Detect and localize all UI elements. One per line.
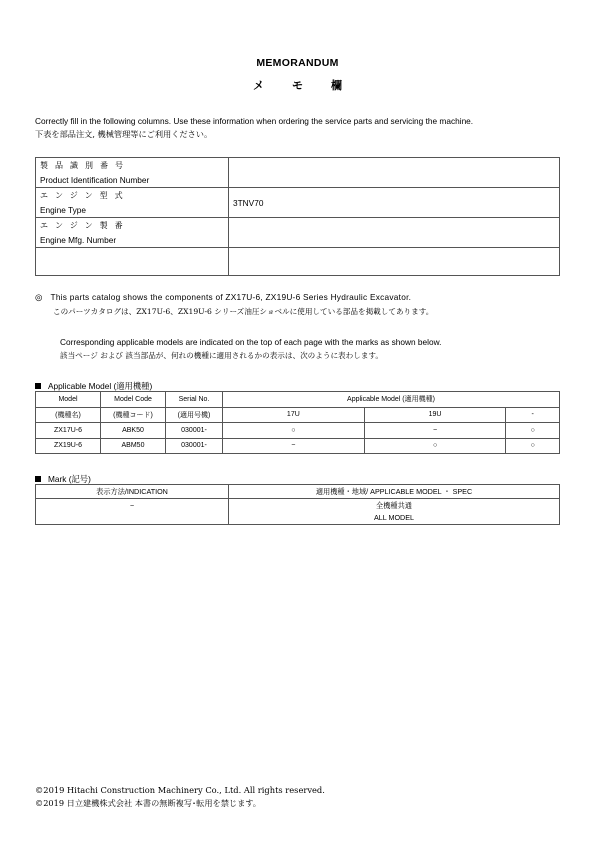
title-jp-char: モ	[292, 79, 303, 92]
engine-type-label-jp: エンジン型式	[40, 190, 130, 200]
sub-col-19u: 19U	[364, 407, 506, 423]
copyright-jp: ©2019 日立建機株式会社 本書の無断複写･転用を禁じます。	[35, 798, 261, 808]
catalog-note-jp: このパーツカタログは、ZX17U-6、ZX19U-6 シリーズ油圧ショベルに使用している部品を掲載してあります。	[53, 307, 434, 316]
engine-type-value[interactable]: 3TNV70	[229, 188, 560, 218]
col-serial-header-jp: (適用号機)	[166, 407, 223, 423]
mark-cell: ○	[506, 423, 560, 439]
col-serial-header: Serial No.	[166, 392, 223, 408]
mark-cell: −	[223, 438, 365, 454]
table-row	[36, 499, 560, 525]
engine-type-label: Engine Type	[40, 204, 86, 215]
product-id-label-cell	[36, 158, 229, 188]
blank-label-cell[interactable]	[36, 248, 229, 276]
copyright-en: ©2019 Hitachi Construction Machinery Co., Ltd. All rights reserved.	[35, 785, 325, 795]
applicable-model-heading-text: Applicable Model (適用機種)	[48, 381, 153, 391]
spec-jp: 全機種共通	[376, 501, 412, 510]
sub-col-17u: 17U	[223, 407, 365, 423]
col-code-header: Model Code	[101, 392, 166, 408]
product-id-label: Product Identification Number	[40, 174, 150, 185]
title-jp-char: メ	[253, 79, 264, 92]
engine-mfg-value[interactable]	[229, 218, 560, 248]
table-row	[36, 438, 560, 454]
engine-type-label-cell	[36, 188, 229, 218]
marks-note: Corresponding applicable models are indicated on the top of each page with the marks as shown below.	[60, 337, 442, 347]
indication-header: 表示方法/INDICATION	[36, 485, 229, 499]
model-cell: ZX17U-6	[36, 423, 101, 439]
code-cell: ABK50	[101, 423, 166, 439]
applicable-model-table	[35, 391, 560, 454]
engine-mfg-label-cell	[36, 218, 229, 248]
model-cell: ZX19U-6	[36, 438, 101, 454]
engine-mfg-label: Engine Mfg. Number	[40, 234, 117, 245]
spec-en: ALL MODEL	[373, 513, 415, 522]
indication-cell: −	[36, 499, 229, 525]
serial-cell: 030001-	[166, 423, 223, 439]
bullet-square-icon	[35, 476, 41, 482]
code-cell: ABM50	[101, 438, 166, 454]
double-circle-mark-icon: ◎	[35, 292, 43, 302]
col-applicable-header: Applicable Model (適用機種)	[223, 392, 560, 408]
marks-note-jp: 該当ページ および 該当部品が、何れの機種に適用されるかの表示は、次のように表わします。	[60, 351, 384, 360]
memorandum-title: MEMORANDUM	[256, 57, 339, 69]
serial-cell: 030001-	[166, 438, 223, 454]
col-model-header-jp: (機種名)	[36, 407, 101, 423]
spec-cell	[229, 499, 560, 525]
product-id-label-jp: 製品識別番号	[40, 160, 130, 170]
product-id-value[interactable]	[229, 158, 560, 188]
mark-cell: ○	[223, 423, 365, 439]
identification-table	[35, 157, 560, 276]
mark-cell: ○	[506, 438, 560, 454]
mark-cell: −	[364, 423, 506, 439]
title-jp-char: 欄	[331, 79, 342, 92]
sub-col-dash: -	[506, 407, 560, 423]
mark-cell: ○	[364, 438, 506, 454]
catalog-note-text: This parts catalog shows the components of ZX17U-6, ZX19U-6 Series Hydraulic Excavator.	[50, 292, 412, 302]
bullet-square-icon	[35, 383, 41, 389]
memorandum-title-jp	[0, 77, 595, 93]
col-code-header-jp: (機種コード)	[101, 407, 166, 423]
mark-heading-text: Mark (記号)	[48, 474, 91, 484]
applicable-spec-header: 適用機種・地域/ APPLICABLE MODEL ・ SPEC	[229, 485, 560, 499]
engine-mfg-label-jp: エンジン製番	[40, 220, 130, 230]
col-model-header: Model	[36, 392, 101, 408]
intro-text-jp: 下表を部品注文, 機械管理等にご利用ください。	[35, 129, 213, 139]
blank-value-cell[interactable]	[229, 248, 560, 276]
mark-table	[35, 484, 560, 525]
catalog-note	[35, 292, 412, 302]
intro-text: Correctly fill in the following columns. Use these information when ordering the service parts and servicing the machine.	[35, 116, 474, 126]
table-row	[36, 423, 560, 439]
